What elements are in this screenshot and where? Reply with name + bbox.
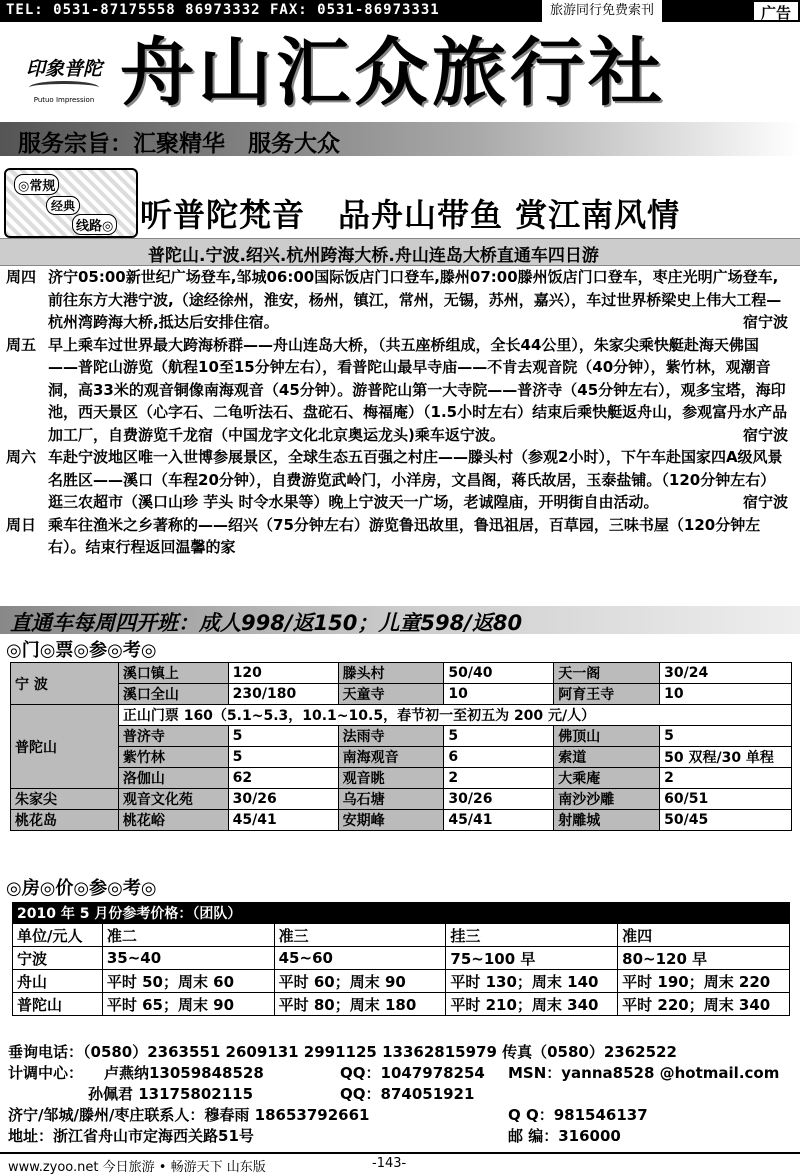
top-bar bbox=[0, 0, 800, 22]
table-row bbox=[13, 993, 790, 1016]
table-header-row bbox=[13, 924, 790, 947]
region-label: 普陀山 bbox=[11, 705, 119, 789]
table-cell: 洛伽山 bbox=[118, 768, 228, 789]
table-cell: 50/40 bbox=[444, 663, 554, 684]
contact-row bbox=[8, 1105, 794, 1126]
itinerary-day bbox=[6, 266, 794, 334]
column-header: 准三 bbox=[274, 924, 446, 947]
table-cell: 平时 130；周末 140 bbox=[446, 970, 618, 993]
table-cell: 50 双程/30 单程 bbox=[660, 747, 792, 768]
classic-route-badge bbox=[4, 168, 138, 238]
qq-2: QQ：874051921 bbox=[340, 1085, 475, 1103]
table-row bbox=[13, 970, 790, 993]
msn: MSN：yanna8528 @hotmail.com bbox=[508, 1064, 780, 1082]
contact-row bbox=[8, 1084, 794, 1105]
table-cell: 法雨寺 bbox=[338, 726, 444, 747]
price-banner-text: 直通车每周四开班：成人998/返150；儿童598/返80 bbox=[10, 611, 523, 635]
contact-block bbox=[8, 1042, 794, 1147]
table-cell: 平时 190；周末 220 bbox=[618, 970, 790, 993]
logo-subtitle: Putuo Impression bbox=[33, 96, 95, 104]
table-cell: 佛顶山 bbox=[554, 726, 660, 747]
table-cell: 天一阁 bbox=[554, 663, 660, 684]
price-banner bbox=[0, 606, 800, 634]
contact-person-1: 卢燕纳13059848528 bbox=[104, 1064, 264, 1082]
slogan: 听普陀梵音 品舟山带鱼 赏江南风情 bbox=[140, 196, 681, 234]
table-cell: 平时 50；周末 60 bbox=[102, 970, 274, 993]
agency-header bbox=[0, 24, 800, 120]
regional-contact: 济宁/邹城/滕州/枣庄联系人：穆春雨 18653792661 bbox=[8, 1106, 370, 1124]
inquiry-phone: 垂询电话：（0580）2363551 2609131 2991125 13362815979 传真（0580）2362522 bbox=[8, 1043, 677, 1061]
table-cell: 观音文化苑 bbox=[118, 789, 228, 810]
table-cell: 索道 bbox=[554, 747, 660, 768]
contact-row bbox=[8, 1042, 794, 1063]
route-title-bar bbox=[0, 238, 800, 266]
table-cell: 35~40 bbox=[102, 947, 274, 970]
table-cell: 5 bbox=[660, 726, 792, 747]
table-cell: 安期峰 bbox=[338, 810, 444, 831]
footer-site: www.zyoo.net 今日旅游 • 畅游天下 山东版 bbox=[8, 1160, 266, 1175]
table-cell: 南海观音 bbox=[338, 747, 444, 768]
contact-row bbox=[8, 1063, 794, 1084]
table-cell: 普陀山 bbox=[13, 993, 103, 1016]
table-cell: 10 bbox=[444, 684, 554, 705]
table-cell: 紫竹林 bbox=[118, 747, 228, 768]
table-cell-note: 正山门票 160（5.1~5.3，10.1~10.5，春节初一至初五为 200 元/人） bbox=[118, 705, 791, 726]
itinerary-day bbox=[6, 334, 794, 447]
table-row bbox=[13, 947, 790, 970]
page-footer bbox=[0, 1152, 800, 1174]
table-row bbox=[11, 684, 792, 705]
address: 地址：浙江省舟山市定海西关路51号 bbox=[8, 1127, 254, 1145]
table-row bbox=[11, 726, 792, 747]
day-text: 乘车往渔米之乡著称的——绍兴（75分钟左右）游览鲁迅故里，鲁迅祖居，百草园，三味书屋（120分钟左右）。结束行程返回温馨的家 bbox=[48, 515, 761, 556]
itinerary bbox=[6, 266, 794, 559]
table-cell: 乌石塘 bbox=[338, 789, 444, 810]
table-cell: 平时 60；周末 90 bbox=[274, 970, 446, 993]
region-label: 桃花岛 bbox=[11, 810, 119, 831]
day-label: 周六 bbox=[6, 448, 37, 466]
table-caption-row bbox=[13, 903, 790, 924]
day-text: 早上乘车过世界最大跨海桥群——舟山连岛大桥，（共五座桥组成，全长44公里），朱家尖乘快艇赴海天佛国——普陀山游览（航程10至15分钟左右），看普陀山最早寺庙——不肯去观音院（40分钟），紫竹林，观潮音洞，高33米的观音铜像南海观音（45分钟）。游普陀山第一大寺院——普济寺（45分钟左右），观多宝塔，海印池，西天景区（心字石、二龟听法石、盘砣石、梅福庵）（1.5小时左右）结束后乘快艇返舟山，参观富丹水产品加工厂，自费游览千龙宿（中国龙字文化北京奥运龙头)乘车返宁波。 bbox=[48, 335, 788, 444]
table-cell: 10 bbox=[660, 684, 792, 705]
table-cell: 2 bbox=[444, 768, 554, 789]
overnight-stay: 宿宁波 bbox=[742, 493, 788, 511]
table-cell: 45/41 bbox=[444, 810, 554, 831]
ticket-table bbox=[10, 662, 792, 831]
table-cell: 30/26 bbox=[444, 789, 554, 810]
table-cell: 45/41 bbox=[228, 810, 338, 831]
itinerary-day bbox=[6, 514, 794, 559]
route-title: 普陀山.宁波.绍兴.杭州跨海大桥.舟山连岛大桥直通车四日游 bbox=[148, 246, 599, 266]
column-header: 准四 bbox=[618, 924, 790, 947]
table-row bbox=[11, 768, 792, 789]
region-label: 宁 波 bbox=[11, 663, 119, 705]
table-cell: 5 bbox=[444, 726, 554, 747]
table-cell: 宁波 bbox=[13, 947, 103, 970]
page-number: -143- bbox=[372, 1156, 407, 1171]
agency-name: 舟山汇众旅行社 bbox=[120, 30, 666, 116]
table-row bbox=[11, 747, 792, 768]
ad-label: 广告 bbox=[752, 0, 800, 22]
table-cell: 80~120 早 bbox=[618, 947, 790, 970]
overnight-stay: 宿宁波 bbox=[742, 425, 788, 444]
day-label: 周四 bbox=[6, 268, 37, 286]
contact-person-2: 孙佩君 13175802115 bbox=[88, 1085, 254, 1103]
motto-text: 服务宗旨：汇聚精华 服务大众 bbox=[18, 131, 340, 157]
contact-row bbox=[8, 1126, 794, 1147]
guide-tag: 旅游同行免费索刊 bbox=[540, 0, 662, 22]
table-cell: 60/51 bbox=[660, 789, 792, 810]
logo-wave-icon bbox=[29, 81, 99, 94]
table-cell: 平时 220；周末 340 bbox=[618, 993, 790, 1016]
table-cell: 大乘庵 bbox=[554, 768, 660, 789]
table-cell: 5 bbox=[228, 726, 338, 747]
ticket-section-title: ◎门◎票◎参◎考◎ bbox=[6, 640, 157, 661]
day-label: 周五 bbox=[6, 335, 37, 354]
logo-text: 印象普陀 bbox=[25, 58, 102, 80]
itinerary-day bbox=[6, 446, 794, 514]
table-cell: 62 bbox=[228, 768, 338, 789]
overnight-stay: 宿宁波 bbox=[742, 313, 788, 331]
badge-line-2: 经典 bbox=[46, 196, 80, 215]
day-text: 济宁05:00新世纪广场登车,邹城06:00国际饭店门口登车,滕州07:00滕州饭店门口登车，枣庄光明广场登车,前往东方大港宁波,（途经徐州，淮安，杨州，镇江，常州，无锡，苏州，嘉兴），车过世界桥梁史上伟大工程—杭州湾跨海大桥,抵达后安排住宿。 bbox=[48, 268, 782, 331]
table-row bbox=[11, 705, 792, 726]
column-header: 挂三 bbox=[446, 924, 618, 947]
table-cell: 5 bbox=[228, 747, 338, 768]
table-cell: 50/45 bbox=[660, 810, 792, 831]
column-header: 单位/元人 bbox=[13, 924, 103, 947]
table-row bbox=[11, 789, 792, 810]
slogan-row bbox=[0, 160, 800, 238]
hotel-price-table bbox=[12, 902, 790, 1016]
badge-line-3: 线路◎ bbox=[72, 214, 117, 235]
table-cell: 南沙沙雕 bbox=[554, 789, 660, 810]
table-cell: 2 bbox=[660, 768, 792, 789]
table-cell: 平时 65；周末 90 bbox=[102, 993, 274, 1016]
table-cell: 天童寺 bbox=[338, 684, 444, 705]
column-header: 准二 bbox=[102, 924, 274, 947]
qq-1: QQ：1047978254 bbox=[340, 1064, 485, 1082]
center-label: 计调中心： bbox=[8, 1064, 84, 1082]
table-cell: 观音眺 bbox=[338, 768, 444, 789]
table-cell: 桃花峪 bbox=[118, 810, 228, 831]
table-cell: 6 bbox=[444, 747, 554, 768]
table-cell: 30/26 bbox=[228, 789, 338, 810]
table-cell: 滕头村 bbox=[338, 663, 444, 684]
hotel-section-title: ◎房◎价◎参◎考◎ bbox=[6, 878, 157, 899]
table-cell: 普济寺 bbox=[118, 726, 228, 747]
table-cell: 舟山 bbox=[13, 970, 103, 993]
badge-line-1: ◎常规 bbox=[14, 174, 59, 195]
motto-bar bbox=[0, 122, 800, 156]
postcode: 邮 编：316000 bbox=[508, 1127, 621, 1145]
day-text: 车赴宁波地区唯一入世博参展景区，全球生态五百强之村庄——滕头村（参观2小时），下午车赴国家四A级风景名胜区——溪口（车程20分钟），自费游览武岭门，小洋房，文昌阁，蒋氏故居，玉泰盐铺。（120分钟左右）逛三农超市（溪口山珍 芋头 时令水果等）晚上宁波天一广场，老诚隍庙，开明街自由活动。 bbox=[48, 448, 783, 511]
table-row bbox=[11, 810, 792, 831]
table-row bbox=[11, 663, 792, 684]
table-cell: 平时 80；周末 180 bbox=[274, 993, 446, 1016]
qq-3: Q Q：981546137 bbox=[508, 1106, 648, 1124]
table-cell: 射雕城 bbox=[554, 810, 660, 831]
top-contact-line: TEL: 0531-87175558 86973332 FAX: 0531-86973331 bbox=[6, 2, 440, 18]
table-cell: 溪口全山 bbox=[118, 684, 228, 705]
region-label: 朱家尖 bbox=[11, 789, 119, 810]
table-cell: 阿育王寺 bbox=[554, 684, 660, 705]
table-cell: 溪口镇上 bbox=[118, 663, 228, 684]
table-cell: 120 bbox=[228, 663, 338, 684]
table-cell: 230/180 bbox=[228, 684, 338, 705]
table-cell: 30/24 bbox=[660, 663, 792, 684]
table-cell: 平时 210；周末 340 bbox=[446, 993, 618, 1016]
day-label: 周日 bbox=[6, 515, 37, 534]
table-cell: 75~100 早 bbox=[446, 947, 618, 970]
logo bbox=[14, 54, 114, 114]
hotel-caption: 2010 年 5 月份参考价格：（团队） bbox=[13, 903, 790, 924]
table-cell: 45~60 bbox=[274, 947, 446, 970]
